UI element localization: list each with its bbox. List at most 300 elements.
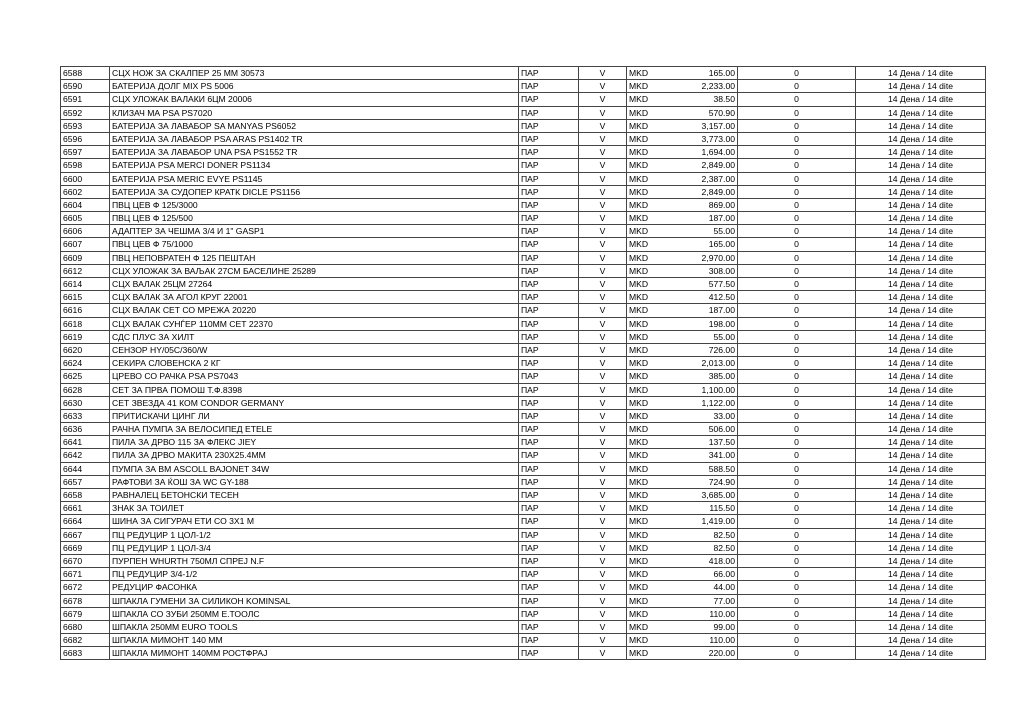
vat-flag-cell: V [579,146,627,159]
item-code-cell: 6593 [61,119,110,132]
unit-cell: ПАР [519,278,579,291]
item-name-cell: ПЦ РЕДУЦИР 1 ЦОЛ-3/4 [110,541,519,554]
currency-cell: MKD [627,225,694,238]
price-list-table [60,66,986,660]
delivery-time-cell: 14 Дена / 14 dite [856,647,986,660]
stock-cell: 0 [738,581,856,594]
table-row [61,449,986,462]
currency-cell: MKD [627,396,694,409]
vat-flag-cell: V [579,568,627,581]
delivery-time-cell: 14 Дена / 14 dite [856,317,986,330]
table-row [61,198,986,211]
vat-flag-cell: V [579,647,627,660]
table-row [61,317,986,330]
unit-cell: ПАР [519,172,579,185]
table-row [61,67,986,80]
delivery-time-cell: 14 Дена / 14 dite [856,568,986,581]
item-name-cell: БАТЕРИЈА ЗА ЛАВАБОР PSA ARAS PS1402 TR [110,132,519,145]
item-code-cell: 6616 [61,304,110,317]
unit-cell: ПАР [519,462,579,475]
vat-flag-cell: V [579,212,627,225]
delivery-time-cell: 14 Дена / 14 dite [856,251,986,264]
item-code-cell: 6633 [61,409,110,422]
currency-cell: MKD [627,515,694,528]
item-code-cell: 6598 [61,159,110,172]
currency-cell: MKD [627,132,694,145]
table-row [61,370,986,383]
stock-cell: 0 [738,317,856,330]
table-row [61,554,986,567]
item-code-cell: 6683 [61,647,110,660]
currency-cell: MKD [627,647,694,660]
item-code-cell: 6658 [61,489,110,502]
stock-cell: 0 [738,146,856,159]
price-cell: 418.00 [693,554,738,567]
unit-cell: ПАР [519,198,579,211]
price-cell: 137.50 [693,436,738,449]
table-row [61,568,986,581]
price-cell: 412.50 [693,291,738,304]
vat-flag-cell: V [579,67,627,80]
item-code-cell: 6642 [61,449,110,462]
vat-flag-cell: V [579,541,627,554]
price-cell: 198.00 [693,317,738,330]
unit-cell: ПАР [519,67,579,80]
item-name-cell: ПУМПА ЗА ВМ ASCOLL BAJONET 34W [110,462,519,475]
price-cell: 2,233.00 [693,80,738,93]
vat-flag-cell: V [579,93,627,106]
item-name-cell: СЦХ ВАЛАК 25ЦМ 27264 [110,278,519,291]
item-name-cell: БАТЕРИЈА ЗА ЛАВАБОР SA MANYAS PS6052 [110,119,519,132]
table-row [61,462,986,475]
unit-cell: ПАР [519,647,579,660]
table-row [61,647,986,660]
table-row [61,304,986,317]
table-row [61,132,986,145]
vat-flag-cell: V [579,594,627,607]
price-cell: 1,122.00 [693,396,738,409]
item-name-cell: СЦХ УЛОЖАК ЗА ВАЉАК 27СМ БАСЕЛИНЕ 25289 [110,264,519,277]
stock-cell: 0 [738,423,856,436]
table-row [61,515,986,528]
item-code-cell: 6664 [61,515,110,528]
price-cell: 110.00 [693,607,738,620]
delivery-time-cell: 14 Дена / 14 dite [856,396,986,409]
stock-cell: 0 [738,67,856,80]
item-code-cell: 6597 [61,146,110,159]
unit-cell: ПАР [519,568,579,581]
currency-cell: MKD [627,238,694,251]
item-code-cell: 6671 [61,568,110,581]
vat-flag-cell: V [579,225,627,238]
delivery-time-cell: 14 Дена / 14 dite [856,581,986,594]
stock-cell: 0 [738,370,856,383]
price-cell: 1,694.00 [693,146,738,159]
delivery-time-cell: 14 Дена / 14 dite [856,212,986,225]
delivery-time-cell: 14 Дена / 14 dite [856,291,986,304]
delivery-time-cell: 14 Дена / 14 dite [856,238,986,251]
vat-flag-cell: V [579,278,627,291]
table-row [61,251,986,264]
delivery-time-cell: 14 Дена / 14 dite [856,343,986,356]
item-code-cell: 6625 [61,370,110,383]
item-code-cell: 6620 [61,343,110,356]
currency-cell: MKD [627,146,694,159]
price-cell: 869.00 [693,198,738,211]
table-row [61,330,986,343]
table-row [61,489,986,502]
price-cell: 2,970.00 [693,251,738,264]
unit-cell: ПАР [519,304,579,317]
currency-cell: MKD [627,80,694,93]
vat-flag-cell: V [579,607,627,620]
currency-cell: MKD [627,502,694,515]
vat-flag-cell: V [579,317,627,330]
currency-cell: MKD [627,106,694,119]
item-name-cell: БАТЕРИЈА PSA MERIC EVYE PS1145 [110,172,519,185]
vat-flag-cell: V [579,489,627,502]
item-name-cell: СЕТ ЗА ПРВА ПОМОШ Т.Ф.8398 [110,383,519,396]
delivery-time-cell: 14 Дена / 14 dite [856,449,986,462]
item-name-cell: ШПАКЛА МИМОНТ 140ММ РОСТФРАЈ [110,647,519,660]
stock-cell: 0 [738,449,856,462]
vat-flag-cell: V [579,185,627,198]
currency-cell: MKD [627,185,694,198]
delivery-time-cell: 14 Дена / 14 dite [856,80,986,93]
item-name-cell: СЦХ ВАЛАК СЕТ СО МРЕЖА 20220 [110,304,519,317]
item-code-cell: 6669 [61,541,110,554]
stock-cell: 0 [738,291,856,304]
item-name-cell: РАЧНА ПУМПА ЗА ВЕЛОСИПЕД ETELE [110,423,519,436]
table-row [61,357,986,370]
price-cell: 2,849.00 [693,185,738,198]
unit-cell: ПАР [519,357,579,370]
price-cell: 99.00 [693,620,738,633]
stock-cell: 0 [738,475,856,488]
price-cell: 220.00 [693,647,738,660]
item-code-cell: 6670 [61,554,110,567]
item-name-cell: ПВЦ ЦЕВ Ф 125/500 [110,212,519,225]
currency-cell: MKD [627,607,694,620]
table-row [61,278,986,291]
stock-cell: 0 [738,304,856,317]
item-name-cell: БАТЕРИЈА ЗА СУДОПЕР КРАТК DICLE PS1156 [110,185,519,198]
item-code-cell: 6591 [61,93,110,106]
delivery-time-cell: 14 Дена / 14 dite [856,146,986,159]
stock-cell: 0 [738,343,856,356]
currency-cell: MKD [627,251,694,264]
table-body [61,67,986,660]
stock-cell: 0 [738,251,856,264]
unit-cell: ПАР [519,409,579,422]
currency-cell: MKD [627,67,694,80]
unit-cell: ПАР [519,343,579,356]
item-name-cell: ШПАКЛА МИМОНТ 140 ММ [110,634,519,647]
item-code-cell: 6612 [61,264,110,277]
vat-flag-cell: V [579,449,627,462]
table-row [61,396,986,409]
vat-flag-cell: V [579,238,627,251]
table-row [61,607,986,620]
item-name-cell: БАТЕРИЈА ЗА ЛАВАБОР UNA PSA PS1552 TR [110,146,519,159]
currency-cell: MKD [627,541,694,554]
item-code-cell: 6630 [61,396,110,409]
item-code-cell: 6602 [61,185,110,198]
currency-cell: MKD [627,357,694,370]
price-cell: 588.50 [693,462,738,475]
delivery-time-cell: 14 Дена / 14 dite [856,634,986,647]
stock-cell: 0 [738,409,856,422]
item-code-cell: 6624 [61,357,110,370]
price-cell: 165.00 [693,238,738,251]
unit-cell: ПАР [519,449,579,462]
stock-cell: 0 [738,93,856,106]
item-name-cell: ПВЦ ЦЕВ Ф 125/3000 [110,198,519,211]
delivery-time-cell: 14 Дена / 14 dite [856,330,986,343]
price-cell: 1,100.00 [693,383,738,396]
delivery-time-cell: 14 Дена / 14 dite [856,502,986,515]
item-name-cell: ПЦ РЕДУЦИР 3/4-1/2 [110,568,519,581]
vat-flag-cell: V [579,554,627,567]
delivery-time-cell: 14 Дена / 14 dite [856,423,986,436]
item-code-cell: 6667 [61,528,110,541]
item-code-cell: 6590 [61,80,110,93]
stock-cell: 0 [738,462,856,475]
price-cell: 115.50 [693,502,738,515]
currency-cell: MKD [627,620,694,633]
item-name-cell: ПЦ РЕДУЦИР 1 ЦОЛ-1/2 [110,528,519,541]
table-row [61,502,986,515]
currency-cell: MKD [627,370,694,383]
item-name-cell: РЕДУЦИР ФАСОНКА [110,581,519,594]
currency-cell: MKD [627,304,694,317]
delivery-time-cell: 14 Дена / 14 dite [856,370,986,383]
item-name-cell: АДАПТЕР ЗА ЧЕШМА 3/4 И 1" GASP1 [110,225,519,238]
unit-cell: ПАР [519,291,579,304]
delivery-time-cell: 14 Дена / 14 dite [856,198,986,211]
stock-cell: 0 [738,132,856,145]
currency-cell: MKD [627,489,694,502]
item-name-cell: БАТЕРИЈА PSA MERCI DONER PS1134 [110,159,519,172]
unit-cell: ПАР [519,317,579,330]
item-name-cell: ПИЛА ЗА ДРВО МАКИТА 230Х25.4ММ [110,449,519,462]
delivery-time-cell: 14 Дена / 14 dite [856,278,986,291]
unit-cell: ПАР [519,541,579,554]
unit-cell: ПАР [519,607,579,620]
stock-cell: 0 [738,238,856,251]
item-name-cell: ПВЦ ЦЕВ Ф 75/1000 [110,238,519,251]
stock-cell: 0 [738,554,856,567]
table-row [61,634,986,647]
price-cell: 2,387.00 [693,172,738,185]
currency-cell: MKD [627,93,694,106]
price-cell: 165.00 [693,67,738,80]
currency-cell: MKD [627,528,694,541]
price-cell: 341.00 [693,449,738,462]
item-name-cell: ПРИТИСКАЧИ ЦИНГ ЛИ [110,409,519,422]
delivery-time-cell: 14 Дена / 14 dite [856,304,986,317]
price-cell: 82.50 [693,528,738,541]
item-code-cell: 6615 [61,291,110,304]
vat-flag-cell: V [579,198,627,211]
price-cell: 44.00 [693,581,738,594]
vat-flag-cell: V [579,132,627,145]
price-cell: 38.50 [693,93,738,106]
delivery-time-cell: 14 Дена / 14 dite [856,620,986,633]
item-name-cell: РАВНАЛЕЦ БЕТОНСКИ ТЕСЕН [110,489,519,502]
stock-cell: 0 [738,106,856,119]
table-row [61,475,986,488]
item-code-cell: 6607 [61,238,110,251]
item-code-cell: 6679 [61,607,110,620]
delivery-time-cell: 14 Дена / 14 dite [856,541,986,554]
stock-cell: 0 [738,568,856,581]
stock-cell: 0 [738,185,856,198]
price-cell: 726.00 [693,343,738,356]
delivery-time-cell: 14 Дена / 14 dite [856,185,986,198]
item-name-cell: СЕНЗОР HY/05C/360/W [110,343,519,356]
item-name-cell: СЕКИРА СЛОВЕНСКА 2 КГ [110,357,519,370]
delivery-time-cell: 14 Дена / 14 dite [856,515,986,528]
table-row [61,212,986,225]
vat-flag-cell: V [579,357,627,370]
stock-cell: 0 [738,159,856,172]
item-name-cell: ШИНА ЗА СИГУРАЧ ЕТИ СО 3Х1 М [110,515,519,528]
vat-flag-cell: V [579,343,627,356]
stock-cell: 0 [738,607,856,620]
delivery-time-cell: 14 Дена / 14 dite [856,264,986,277]
price-cell: 66.00 [693,568,738,581]
delivery-time-cell: 14 Дена / 14 dite [856,225,986,238]
vat-flag-cell: V [579,462,627,475]
vat-flag-cell: V [579,409,627,422]
unit-cell: ПАР [519,554,579,567]
item-name-cell: СЕТ ЗВЕЗДА 41 КОМ CONDOR GERMANY [110,396,519,409]
vat-flag-cell: V [579,634,627,647]
item-name-cell: СЦХ УЛОЖАК ВАЛАКИ 6ЦМ 20006 [110,93,519,106]
item-code-cell: 6618 [61,317,110,330]
item-name-cell: ПВЦ НЕПОВРАТЕН Ф 125 ПЕШТАН [110,251,519,264]
stock-cell: 0 [738,620,856,633]
item-code-cell: 6588 [61,67,110,80]
stock-cell: 0 [738,515,856,528]
stock-cell: 0 [738,541,856,554]
item-code-cell: 6641 [61,436,110,449]
currency-cell: MKD [627,581,694,594]
item-code-cell: 6680 [61,620,110,633]
item-code-cell: 6592 [61,106,110,119]
price-cell: 77.00 [693,594,738,607]
vat-flag-cell: V [579,436,627,449]
delivery-time-cell: 14 Дена / 14 dite [856,93,986,106]
item-code-cell: 6596 [61,132,110,145]
delivery-time-cell: 14 Дена / 14 dite [856,159,986,172]
item-name-cell: СЦХ ВАЛАК СУНЃЕР 110ММ СЕТ 22370 [110,317,519,330]
table-row [61,594,986,607]
item-code-cell: 6672 [61,581,110,594]
unit-cell: ПАР [519,515,579,528]
price-cell: 55.00 [693,225,738,238]
currency-cell: MKD [627,212,694,225]
unit-cell: ПАР [519,370,579,383]
unit-cell: ПАР [519,132,579,145]
currency-cell: MKD [627,278,694,291]
price-cell: 2,013.00 [693,357,738,370]
currency-cell: MKD [627,172,694,185]
item-name-cell: СДС ПЛУС ЗА ХИЛТ [110,330,519,343]
unit-cell: ПАР [519,594,579,607]
item-code-cell: 6606 [61,225,110,238]
vat-flag-cell: V [579,251,627,264]
delivery-time-cell: 14 Дена / 14 dite [856,67,986,80]
vat-flag-cell: V [579,330,627,343]
vat-flag-cell: V [579,581,627,594]
delivery-time-cell: 14 Дена / 14 dite [856,489,986,502]
unit-cell: ПАР [519,146,579,159]
table-row [61,146,986,159]
table-row [61,238,986,251]
stock-cell: 0 [738,119,856,132]
item-name-cell: ШПАКЛА 250ММ EURO TOOLS [110,620,519,633]
currency-cell: MKD [627,383,694,396]
vat-flag-cell: V [579,475,627,488]
unit-cell: ПАР [519,436,579,449]
item-name-cell: РАФТОВИ ЗА ЌОШ ЗА WC GY-188 [110,475,519,488]
item-code-cell: 6605 [61,212,110,225]
vat-flag-cell: V [579,383,627,396]
unit-cell: ПАР [519,396,579,409]
item-code-cell: 6619 [61,330,110,343]
currency-cell: MKD [627,436,694,449]
currency-cell: MKD [627,462,694,475]
unit-cell: ПАР [519,106,579,119]
vat-flag-cell: V [579,106,627,119]
currency-cell: MKD [627,568,694,581]
stock-cell: 0 [738,634,856,647]
item-code-cell: 6628 [61,383,110,396]
item-code-cell: 6609 [61,251,110,264]
price-cell: 724.90 [693,475,738,488]
item-code-cell: 6614 [61,278,110,291]
delivery-time-cell: 14 Дена / 14 dite [856,106,986,119]
stock-cell: 0 [738,647,856,660]
currency-cell: MKD [627,119,694,132]
currency-cell: MKD [627,475,694,488]
item-name-cell: ШПАКЛА ГУМЕНИ ЗА СИЛИКОН KOMINSAL [110,594,519,607]
price-cell: 1,419.00 [693,515,738,528]
currency-cell: MKD [627,423,694,436]
delivery-time-cell: 14 Дена / 14 dite [856,357,986,370]
currency-cell: MKD [627,409,694,422]
price-cell: 3,157.00 [693,119,738,132]
currency-cell: MKD [627,317,694,330]
vat-flag-cell: V [579,396,627,409]
unit-cell: ПАР [519,502,579,515]
table-row [61,106,986,119]
stock-cell: 0 [738,225,856,238]
stock-cell: 0 [738,278,856,291]
table-row [61,581,986,594]
currency-cell: MKD [627,291,694,304]
item-code-cell: 6644 [61,462,110,475]
item-name-cell: СЦХ ВАЛАК ЗА АГОЛ КРУГ 22001 [110,291,519,304]
price-cell: 506.00 [693,423,738,436]
price-cell: 3,685.00 [693,489,738,502]
unit-cell: ПАР [519,212,579,225]
price-cell: 55.00 [693,330,738,343]
delivery-time-cell: 14 Дена / 14 dite [856,132,986,145]
unit-cell: ПАР [519,238,579,251]
